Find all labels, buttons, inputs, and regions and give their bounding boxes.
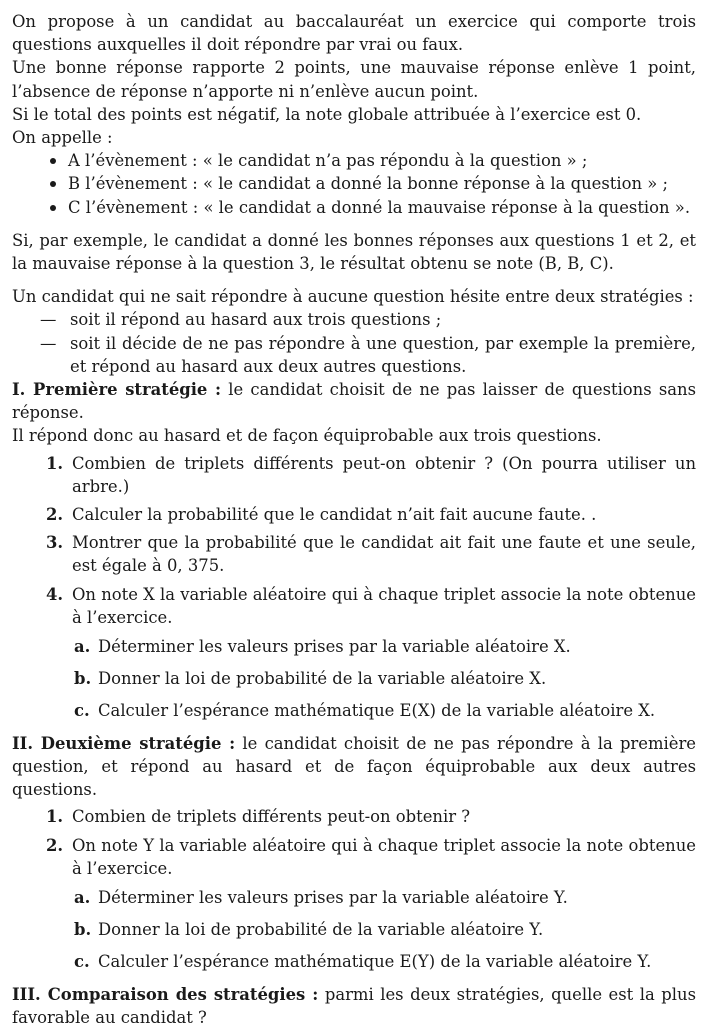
question-item: 2. Calculer la probabilité que le candidat n’ait fait aucune faute. . (46, 505, 597, 525)
subquestion-item: c. Calculer l’espérance mathématique E(Y) de la variable aléatoire Y. (74, 952, 652, 972)
part1-line2: Il répond donc au hasard et de façon équiprobable aux trois questions. (12, 426, 602, 446)
part2-heading: II. Deuxième stratégie : (12, 733, 236, 753)
example-paragraph: Si, par exemple, le candidat a donné les bonnes réponses aux questions 1 et 2, et la mauvaise réponse à la question 3, le résultat obtenu se note (B, B, C). (12, 230, 696, 274)
question-item: 4. On note X la variable aléatoire qui à chaque triplet associe la note obtenue à l’exercice. a. Déterminer les valeurs prises par la variable aléatoire X. b. Donner la loi de probabilité de la variable aléatoire X. c. Calculer l’espérance mathématique E(X) de la variable aléatoire X. (46, 583, 696, 723)
event-b: B l’évènement : « le candidat a donné la bonne réponse à la question » ; (46, 172, 696, 195)
intro-paragraph: On propose à un candidat au baccalauréat un exercice qui comporte trois questions auxquelles il doit répondre par vrai ou faux. (12, 12, 696, 55)
question-item: 2. On note Y la variable aléatoire qui à chaque triplet associe la note obtenue à l’exercice. a. Déterminer les valeurs prises par la variable aléatoire Y. b. Donner la loi de probabilité de la variable aléatoire Y. c. Calculer l’espérance mathématique E(Y) de la variable aléatoire Y. (46, 834, 696, 974)
scoring-rules: Une bonne réponse rapporte 2 points, une mauvaise réponse enlève 1 point, l’absence de réponse n’apporte ni n’enlève aucun point. (12, 58, 696, 101)
question-item: 1. Combien de triplets différents peut-on obtenir ? (46, 807, 471, 827)
strategy-item: — soit il décide de ne pas répondre à une question, par exemple la première, et répond au hasard aux deux autres questions. (40, 333, 696, 376)
strategies-list (12, 308, 696, 378)
subquestion-item: a. Déterminer les valeurs prises par la variable aléatoire X. (74, 637, 571, 657)
bullet-icon (50, 205, 56, 211)
question-item: 3. Montrer que la probabilité que le candidat ait fait une faute et une seule, est égale à 0, 375. (46, 533, 696, 576)
strategies-intro: Un candidat qui ne sait répondre à aucune question hésite entre deux stratégies : (12, 287, 694, 307)
part1-questions (12, 452, 696, 723)
bullet-icon (50, 158, 56, 164)
event-a: A l’évènement : « le candidat n’a pas répondu à la question » ; (46, 149, 696, 172)
events-list (12, 149, 696, 219)
question-item: 1. Combien de triplets différents peut-on obtenir ? (On pourra utiliser un arbre.) (46, 453, 696, 496)
part2-statement: II. Deuxième stratégie : le candidat choisit de ne pas répondre à la première question, et répond au hasard et de façon équiprobable aux deux autres questions. (12, 733, 696, 800)
negative-total-rule: Si le total des points est négatif, la note globale attribuée à l’exercice est 0. (12, 104, 642, 124)
subquestion-item: c. Calculer l’espérance mathématique E(X) de la variable aléatoire X. (74, 701, 656, 721)
events-intro: On appelle : (12, 128, 113, 148)
strategy-item: — soit il répond au hasard aux trois questions ; (40, 310, 442, 330)
part2-questions (12, 805, 696, 973)
subquestion-item: b. Donner la loi de probabilité de la variable aléatoire Y. (74, 920, 544, 940)
part2-subquestions (72, 886, 696, 974)
part1-subquestions (72, 635, 696, 723)
subquestion-item: b. Donner la loi de probabilité de la variable aléatoire X. (74, 669, 547, 689)
part3-statement: III. Comparaison des stratégies : parmi les deux stratégies, quelle est la plus favorable au candidat ? (12, 984, 696, 1027)
subquestion-item: a. Déterminer les valeurs prises par la variable aléatoire Y. (74, 887, 568, 907)
part1-statement: I. Première stratégie : le candidat choisit de ne pas laisser de questions sans réponse. (12, 380, 696, 423)
event-c: C l’évènement : « le candidat a donné la mauvaise réponse à la question ». (46, 196, 696, 219)
part3-heading: III. Comparaison des stratégies : (12, 984, 319, 1004)
part1-heading: I. Première stratégie : (12, 380, 222, 400)
bullet-icon (50, 181, 56, 187)
